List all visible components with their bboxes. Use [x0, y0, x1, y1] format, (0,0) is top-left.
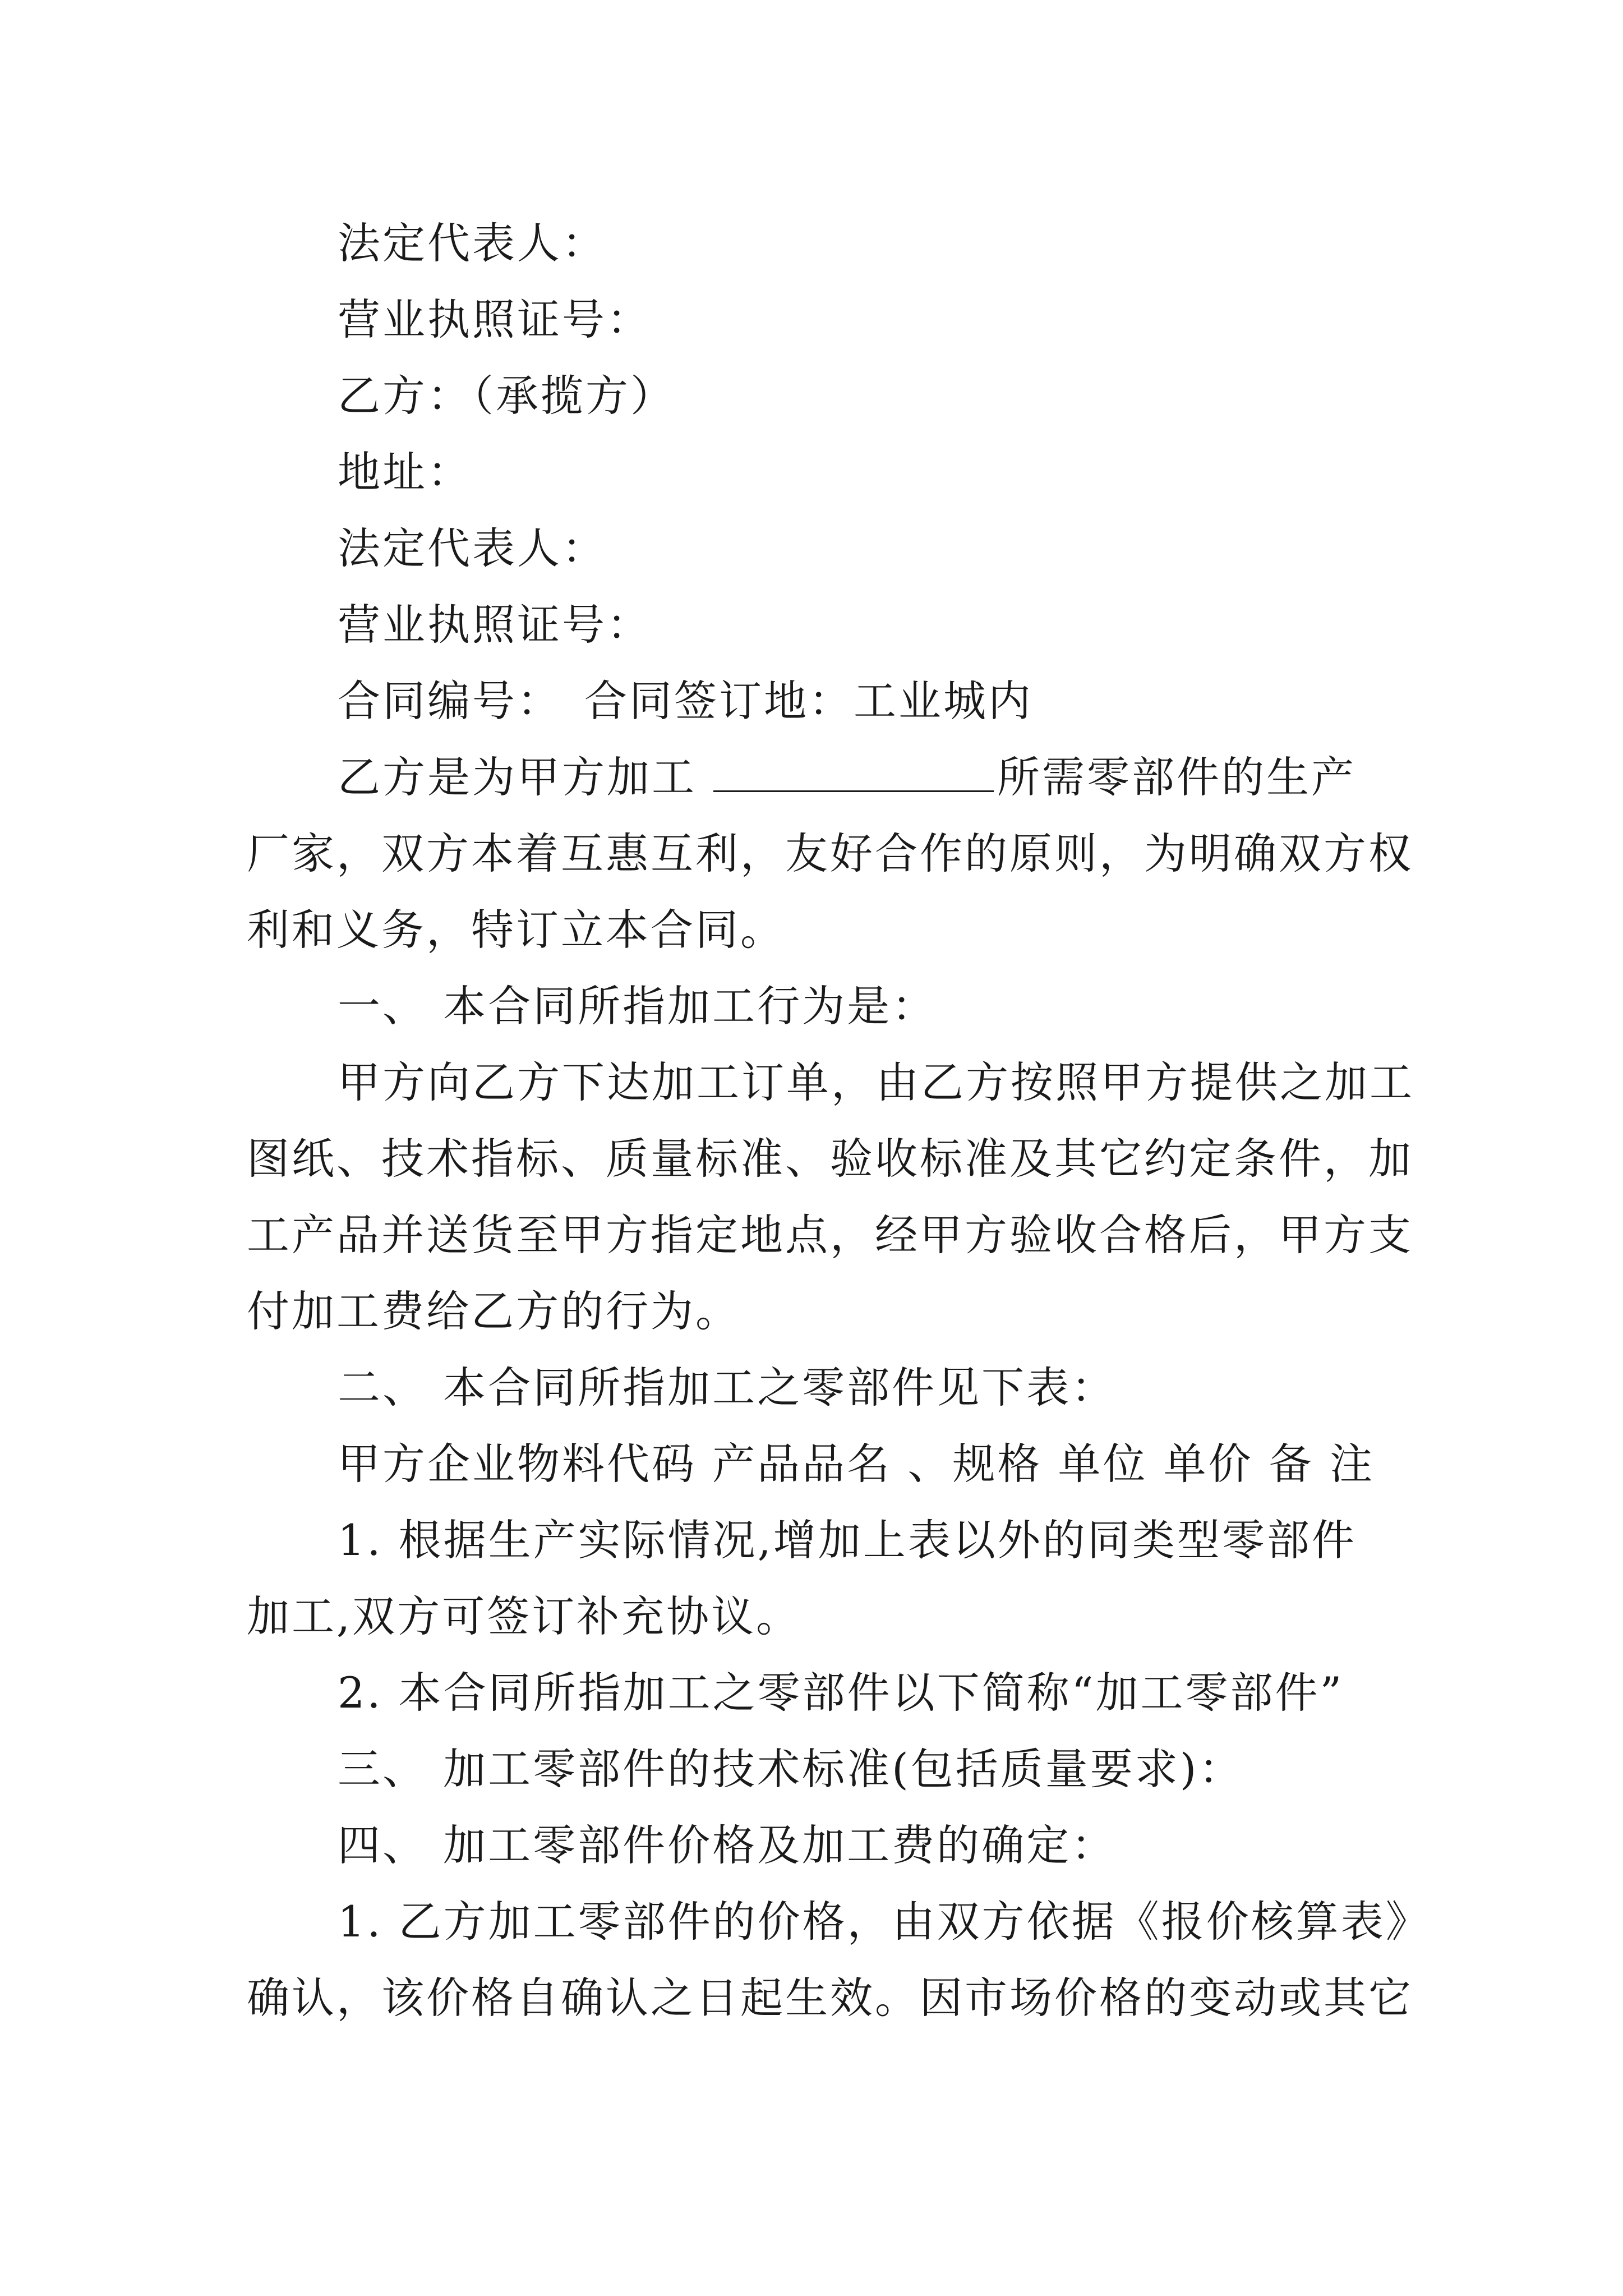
party-b-address-label: 地址：: [338, 447, 472, 497]
contract-place-label: 合同签订地：工业城内: [584, 676, 1033, 726]
section-4-heading: 四、 加工零部件价格及加工费的确定：: [338, 1820, 1117, 1870]
section-4-item-1-line-1: 1. 乙方加工零部件的价格，由双方依据《报价核算表》: [338, 1897, 1431, 1947]
contract-number-label: 合同编号：: [338, 676, 562, 726]
section-2-heading: 二、 本合同所指加工之零部件见下表：: [338, 1363, 1117, 1412]
party-b-license-label: 营业执照证号：: [338, 600, 652, 650]
intro-part-1: 乙方是为甲方加工: [338, 752, 697, 802]
section-1-line-4: 付加工费给乙方的行为。: [247, 1286, 740, 1336]
section-2-item-2: 2. 本合同所指加工之零部件以下简称“加工零部件”: [338, 1668, 1344, 1718]
section-4-item-1-line-2: 确认，该价格自确认之日起生效。因市场价格的变动或其它: [247, 1973, 1413, 2023]
intro-line-2: 厂家，双方本着互惠互利，友好合作的原则，为明确双方权: [247, 829, 1413, 878]
product-blank-field: [713, 757, 994, 792]
section-1-line-1: 甲方向乙方下达加工订单，由乙方按照甲方提供之加工: [338, 1057, 1414, 1107]
contract-info-line: [338, 676, 1033, 726]
section-1-line-3: 工产品并送货至甲方指定地点，经甲方验收合格后，甲方支: [247, 1210, 1413, 1260]
section-3-heading: 三、 加工零部件的技术标准(包括质量要求)：: [338, 1744, 1244, 1794]
party-b-title: 乙方：（承揽方）: [338, 371, 675, 421]
intro-line-3: 利和义务，特订立本合同。: [247, 905, 785, 955]
section-2-item-1-line-2: 加工,双方可签订补充协议。: [247, 1591, 801, 1641]
section-1-line-2: 图纸、技术指标、质量标准、验收标准及其它约定条件，加: [247, 1134, 1413, 1184]
party-a-legal-rep-label: 法定代表人：: [338, 218, 607, 268]
parts-table-header: 甲方企业物料代码 产品品名 、规格 单位 单价 备 注: [338, 1439, 1375, 1489]
section-2-item-1-line-1: 1. 根据生产实际情况,增加上表以外的同类型零部件: [338, 1515, 1357, 1565]
party-b-legal-rep-label: 法定代表人：: [338, 523, 607, 573]
intro-part-2: 所需零部件的生产: [997, 752, 1356, 802]
party-a-license-label: 营业执照证号：: [338, 295, 652, 344]
section-1-heading: 一、 本合同所指加工行为是：: [338, 981, 937, 1031]
intro-line-1: [338, 752, 1356, 802]
